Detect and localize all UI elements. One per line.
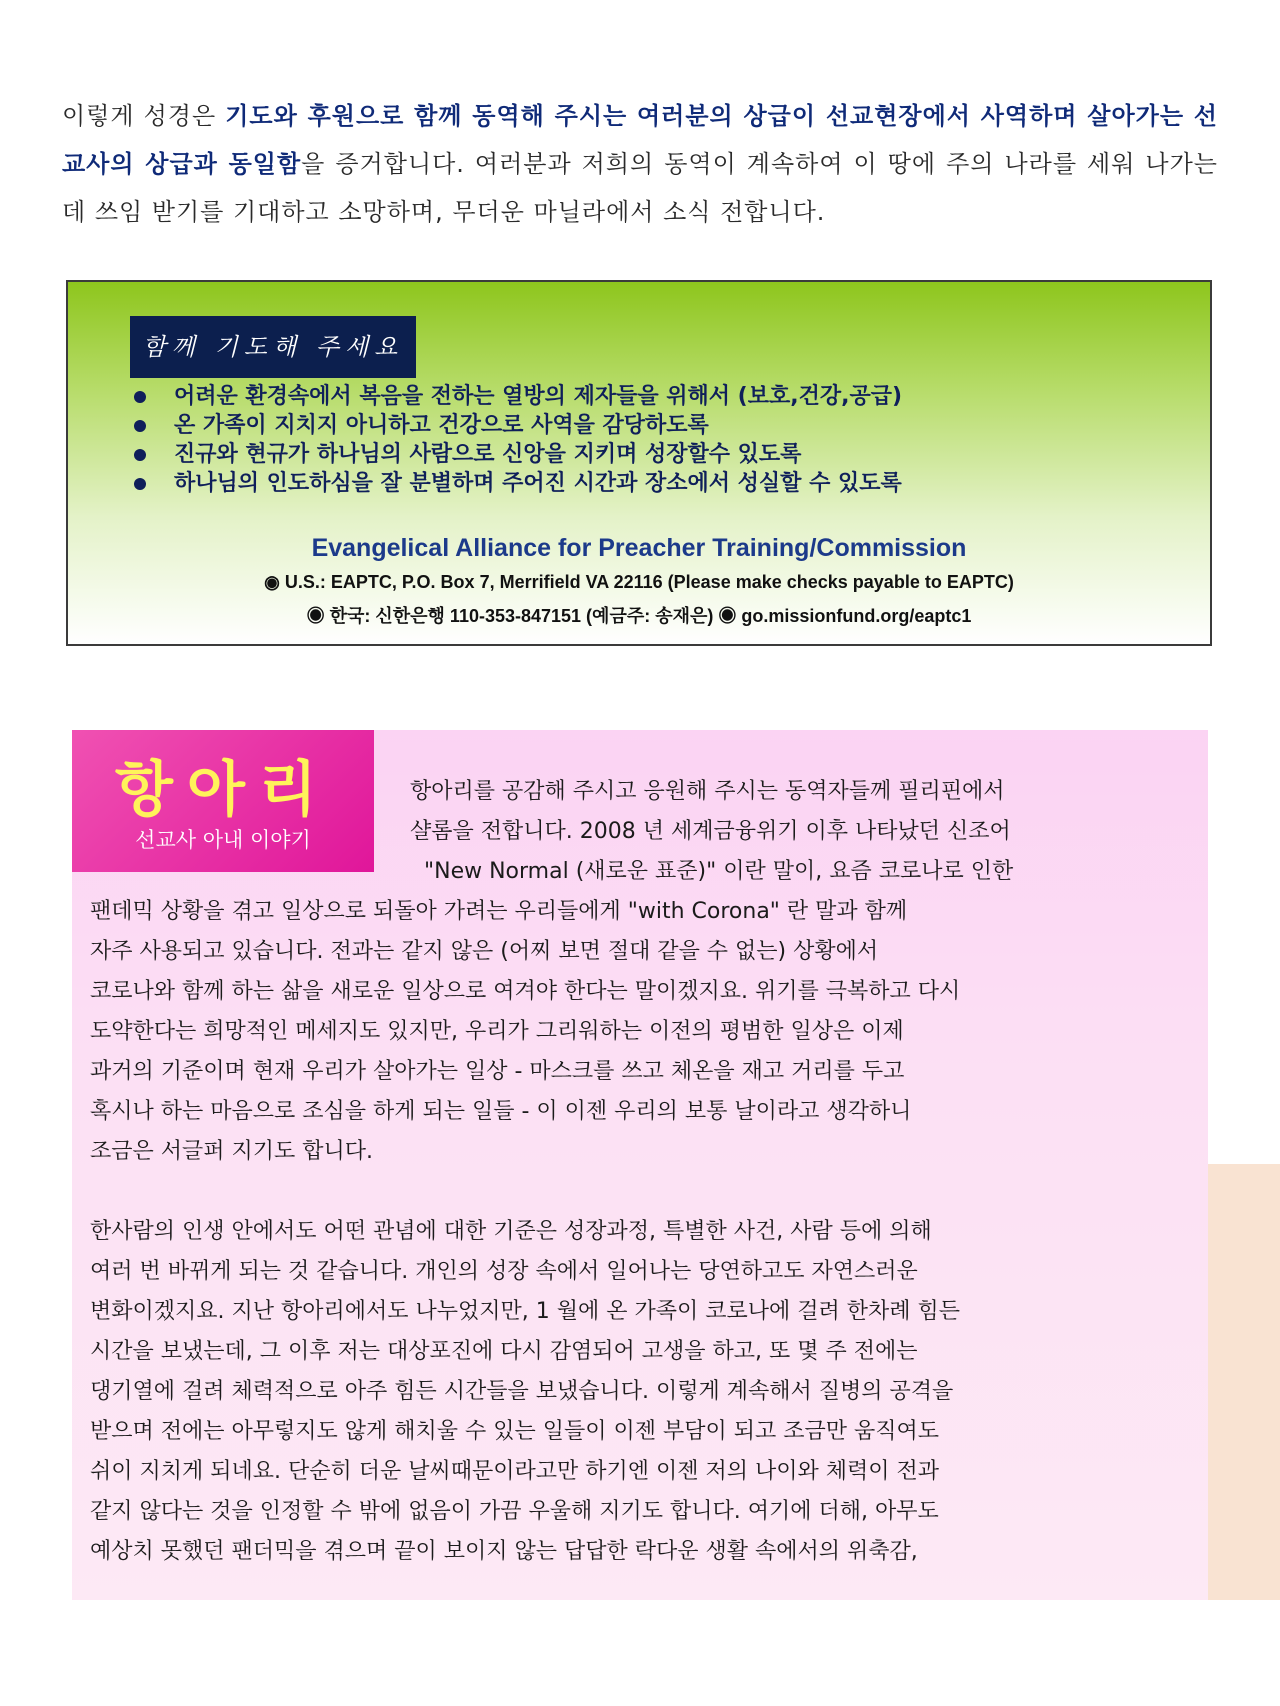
story-line: 받으며 전에는 아무렇지도 않게 해치울 수 있는 일들이 이젠 부담이 되고 조금만 움직여도 (90, 1419, 939, 1444)
prayer-item (134, 382, 902, 411)
bullet-icon (134, 478, 146, 490)
intro-paragraph (62, 92, 1218, 236)
story-line: 변화이겠지요. 지난 항아리에서도 나누었지만, 1 월에 온 가족이 코로나에 걸려 한차례 힘든 (90, 1299, 960, 1324)
story-line: 조금은 서글퍼 지기도 합니다. (90, 1139, 373, 1164)
story-line: 팬데믹 상황을 겪고 일상으로 되돌아 가려는 우리들에게 "with Corona" 란 말과 함께 (90, 899, 908, 924)
prayer-item (134, 440, 902, 469)
story-line: 여러 번 바뀌게 되는 것 같습니다. 개인의 성장 속에서 일어나는 당연하고도 자연스러운 (90, 1259, 918, 1284)
prayer-title: 함께 기도해 주세요 (130, 316, 416, 378)
story-line: 항아리를 공감해 주시고 응원해 주시는 동역자들께 필리핀에서 (410, 779, 1005, 804)
story-line: 댕기열에 걸려 체력적으로 아주 힘든 시간들을 보냈습니다. 이렇게 계속해서 질병의 공격을 (90, 1379, 954, 1404)
story-line: 한사람의 인생 안에서도 어떤 관념에 대한 기준은 성장과정, 특별한 사건, 사람 등에 의해 (90, 1219, 932, 1244)
story-line: 쉬이 지치게 되네요. 단순히 더운 날씨때문이라고만 하기엔 이젠 저의 나이와 체력이 전과 (90, 1459, 939, 1484)
intro-highlight: 기도와 후원으로 함께 동역해 주시는 여러분의 상급이 선교현장에서 사역하며 살아가는 선교사의 상급과 동일함 (62, 101, 1218, 178)
prayer-item (134, 469, 902, 498)
prayer-item (134, 411, 902, 440)
decorative-tab (1200, 1164, 1280, 1600)
story-line: "New Normal (새로운 표준)" 이란 말이, 요즘 코로나로 인한 (424, 859, 1014, 884)
story-subtitle: 선교사 아내 이야기 (135, 828, 311, 852)
prayer-item-text: 온 가족이 지치지 아니하고 건강으로 사역을 감당하도록 (174, 413, 709, 438)
story-header-badge (72, 730, 374, 872)
story-line: 혹시나 하는 마음으로 조심을 하게 되는 일들 - 이 이젠 우리의 보통 날이라고 생각하니 (90, 1099, 912, 1124)
story-paragraph-1 (90, 892, 1180, 1172)
story-line: 도약한다는 희망적인 메세지도 있지만, 우리가 그리워하는 이전의 평범한 일상은 이제 (90, 1019, 904, 1044)
prayer-list (134, 382, 902, 498)
prayer-request-box (66, 280, 1212, 646)
bullet-icon (134, 391, 146, 403)
story-title: 항아리 (115, 755, 331, 825)
story-line: 과거의 기준이며 현재 우리가 살아가는 일상 - 마스크를 쓰고 체온을 재고 거리를 두고 (90, 1059, 905, 1084)
story-line: 코로나와 함께 하는 삶을 새로운 일상으로 여겨야 한다는 말이겠지요. 위기를 극복하고 다시 (90, 979, 961, 1004)
story-line: 시간을 보냈는데, 그 이후 저는 대상포진에 다시 감염되어 고생을 하고, 또 몇 주 전에는 (90, 1339, 918, 1364)
organization-name: Evangelical Alliance for Preacher Training/Commission (311, 534, 967, 562)
story-paragraph-2 (90, 1212, 1180, 1572)
us-address: ◉ U.S.: EAPTC, P.O. Box 7, Merrifield VA 22116 (Please make checks payable to EAPTC) (264, 572, 1014, 592)
story-line: 자주 사용되고 있습니다. 전과는 같지 않은 (어찌 보면 절대 같을 수 없는) 상황에서 (90, 939, 879, 964)
prayer-item-text: 하나님의 인도하심을 잘 분별하며 주어진 시간과 장소에서 성실할 수 있도록 (174, 471, 902, 496)
story-line: 샬롬을 전합니다. 2008 년 세계금융위기 이후 나타났던 신조어 (410, 819, 1011, 844)
bullet-icon (134, 449, 146, 461)
korea-account: ◉ 한국: 신한은행 110-353-847151 (예금주: 송재은) ◉ go.missionfund.org/eaptc1 (306, 606, 972, 626)
bullet-icon (134, 420, 146, 432)
intro-text-end: 을 증거합니다. 여러분과 저희의 동역이 계속하여 이 땅에 주의 나라를 세워 나가는데 쓰임 받기를 기대하고 소망하며, 무더운 마닐라에서 소식 전합니다. (62, 150, 1218, 226)
story-lead (410, 772, 1180, 892)
prayer-item-text: 진규와 현규가 하나님의 사람으로 신앙을 지키며 성장할수 있도록 (174, 442, 802, 467)
prayer-item-text: 어려운 환경속에서 복음을 전하는 열방의 제자들을 위해서 (보호,건강,공급) (174, 384, 903, 409)
intro-text-start: 이렇게 성경은 (62, 102, 226, 130)
story-line: 예상치 못했던 팬더믹을 겪으며 끝이 보이지 않는 답답한 락다운 생활 속에서의 위축감, (90, 1539, 918, 1564)
story-line: 같지 않다는 것을 인정할 수 밖에 없음이 가끔 우울해 지기도 합니다. 여기에 더해, 아무도 (90, 1499, 939, 1524)
